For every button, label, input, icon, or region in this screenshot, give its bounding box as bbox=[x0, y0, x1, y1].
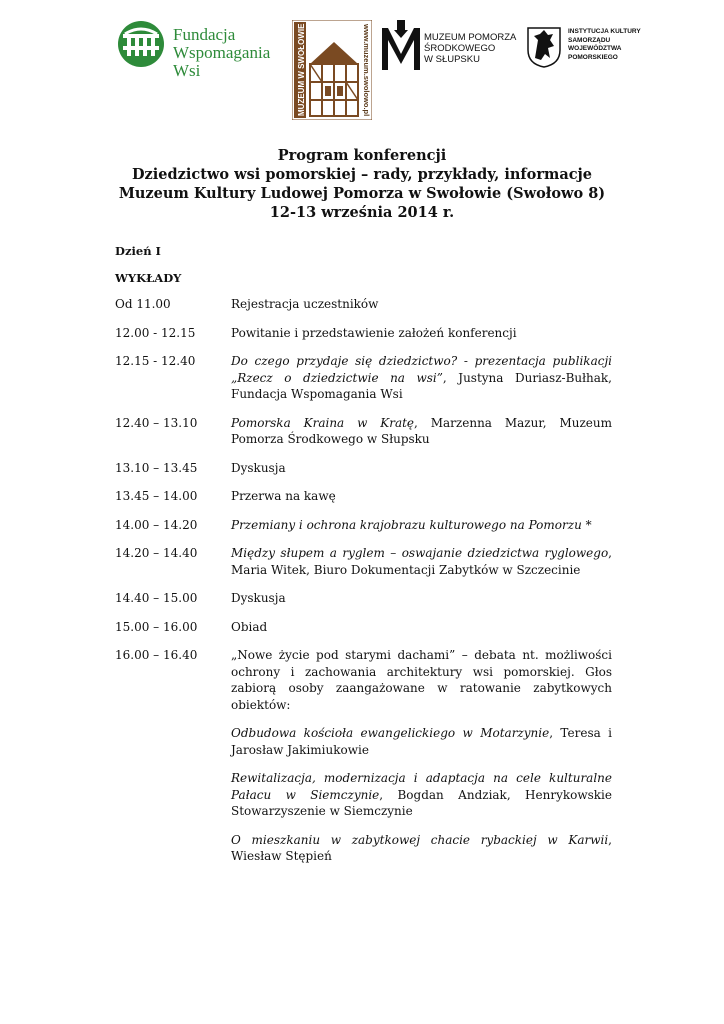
debate-speaker-entry bbox=[231, 770, 612, 820]
schedule-time: 14.20 – 14.40 bbox=[115, 546, 198, 560]
schedule-row bbox=[115, 325, 612, 342]
item-text: Obiad bbox=[231, 619, 268, 634]
item-title-italic: Do czego przydaje się dziedzictwo? - prezentacja publikacji „Rzecz o dziedzictwie na wsi” bbox=[231, 354, 612, 385]
schedule-row bbox=[115, 517, 612, 534]
schedule-description bbox=[231, 517, 612, 534]
schedule-description bbox=[231, 296, 612, 313]
fws-logo-text bbox=[173, 26, 292, 80]
schedule-description bbox=[231, 590, 612, 607]
schedule-time: 14.00 – 14.20 bbox=[115, 517, 198, 532]
schedule-time: Od 11.00 bbox=[115, 297, 171, 311]
logo-fundacja-wspomagania-wsi bbox=[117, 20, 292, 80]
item-text: Przerwa na kawę bbox=[231, 489, 336, 503]
logo-instytucja-kultury bbox=[526, 26, 656, 71]
schedule-description bbox=[231, 488, 612, 505]
ik-logo-text bbox=[568, 28, 641, 62]
fws-emblem-icon bbox=[117, 20, 167, 68]
schedule-description bbox=[231, 415, 612, 448]
schedule-list bbox=[115, 296, 612, 877]
item-title-italic: Odbudowa kościoła ewangelickiego w Motarzynie bbox=[231, 726, 550, 740]
schedule-time: 14.40 – 15.00 bbox=[115, 591, 198, 605]
schedule-row bbox=[115, 353, 612, 403]
fws-line2: Wspomagania Wsi bbox=[173, 43, 271, 80]
debate-speaker-entry bbox=[231, 832, 612, 865]
ik-line3: WOJEWÓDZTWA bbox=[568, 45, 622, 52]
item-speaker: , Maria Witek, Biuro Dokumentacji Zabytków w Szczecinie bbox=[231, 546, 612, 577]
item-speaker: , Marzenna Mazur, Muzeum Pomorza Środkowego w Słupsku bbox=[231, 415, 612, 446]
schedule-time: 16.00 – 16.40 bbox=[115, 648, 198, 662]
item-speaker: , Justyna Duriasz-Bułhak, Fundacja Wspomagania Wsi bbox=[231, 370, 612, 401]
schedule-description bbox=[231, 325, 612, 342]
title-line-3: Muzeum Kultury Ludowej Pomorza w Swołowie (Swołowo 8) bbox=[118, 185, 606, 202]
document-title bbox=[60, 146, 664, 222]
schedule-time: 13.10 – 13.45 bbox=[115, 460, 198, 475]
schedule-description bbox=[231, 353, 612, 403]
logo-muzeum-pomorza-srodkowego bbox=[380, 18, 520, 73]
schedule-row bbox=[115, 545, 612, 578]
item-text: Rejestracja uczestników bbox=[231, 297, 379, 311]
mws-url-text: www.muzeum.swolowo.pl bbox=[362, 24, 371, 117]
mpsl-m-emblem-icon bbox=[380, 18, 422, 73]
item-speaker: , Wiesław Stępień bbox=[231, 832, 612, 863]
item-text: Dyskusja bbox=[231, 591, 286, 605]
ik-line2: SAMORZĄDU bbox=[568, 36, 611, 44]
schedule-time: 12.15 - 12.40 bbox=[115, 354, 196, 368]
schedule-time: 15.00 – 16.00 bbox=[115, 619, 198, 634]
section-label-wyklady: WYKŁADY bbox=[115, 271, 182, 285]
item-title-italic: Pomorska Kraina w Kratę bbox=[231, 415, 415, 430]
title-line-1: Program konferencji bbox=[277, 147, 447, 164]
schedule-description bbox=[231, 619, 612, 636]
mpsl-line3: W SŁUPSKU bbox=[424, 54, 480, 65]
schedule-time: 12.00 - 12.15 bbox=[115, 325, 196, 340]
mpsl-line2: ŚRODKOWEGO bbox=[424, 43, 496, 54]
fws-line1: Fundacja bbox=[173, 25, 236, 44]
schedule-time: 12.40 – 13.10 bbox=[115, 415, 198, 430]
debate-speaker-entry bbox=[231, 725, 612, 758]
item-text: Dyskusja bbox=[231, 460, 286, 475]
schedule-row bbox=[115, 488, 612, 505]
item-title-italic: Przemiany i ochrona krajobrazu kulturowego na Pomorzu * bbox=[231, 517, 592, 532]
schedule-description bbox=[231, 545, 612, 578]
item-title-italic: O mieszkaniu w zabytkowej chacie rybackiej w Karwii bbox=[231, 832, 609, 847]
schedule-time: 13.45 – 14.00 bbox=[115, 489, 198, 503]
schedule-description bbox=[231, 647, 612, 865]
item-speaker: , Bogdan Andziak, Henrykowskie Stowarzyszenie w Siemczynie bbox=[231, 787, 612, 818]
schedule-description bbox=[231, 460, 612, 477]
debate-intro bbox=[231, 647, 612, 713]
item-title-italic: Rewitalizacja, modernizacja i adaptacja na cele kulturalne Pałacu w Siemczynie bbox=[231, 771, 612, 802]
mws-vertical-text: MUZEUM W SWOŁOWIE bbox=[297, 23, 306, 116]
schedule-row bbox=[115, 460, 612, 477]
day-label: Dzień I bbox=[115, 244, 161, 258]
item-title-italic: Między słupem a ryglem – oswajanie dziedzictwa ryglowego bbox=[231, 546, 609, 560]
item-text: Powitanie i przedstawienie założeń konferencji bbox=[231, 325, 517, 340]
schedule-row bbox=[115, 619, 612, 636]
item-text: „Nowe życie pod starymi dachami” – debata nt. możliwości ochrony i zachowania architektury wsi pomorskiej. Głos zabiorą osoby zaangażowane w ratowanie zabytkowych obiektów: bbox=[231, 648, 612, 712]
logos-header bbox=[0, 0, 724, 130]
ik-line1: INSTYTUCJA KULTURY bbox=[568, 28, 641, 35]
title-line-2: Dziedzictwo wsi pomorskiej – rady, przykłady, informacje bbox=[131, 166, 593, 183]
pomorskie-griffin-crest-icon bbox=[526, 26, 562, 68]
title-line-4: 12-13 września 2014 r. bbox=[269, 204, 455, 221]
mpsl-line1: MUZEUM POMORZA bbox=[424, 32, 517, 43]
ik-line4: POMORSKIEGO bbox=[568, 53, 618, 61]
logo-muzeum-w-swolowie bbox=[292, 20, 372, 120]
mpsl-logo-text bbox=[424, 32, 516, 65]
schedule-row bbox=[115, 296, 612, 313]
item-speaker: , Teresa i Jarosław Jakimiukowie bbox=[231, 726, 612, 757]
schedule-row bbox=[115, 590, 612, 607]
schedule-row bbox=[115, 415, 612, 448]
schedule-row bbox=[115, 647, 612, 865]
